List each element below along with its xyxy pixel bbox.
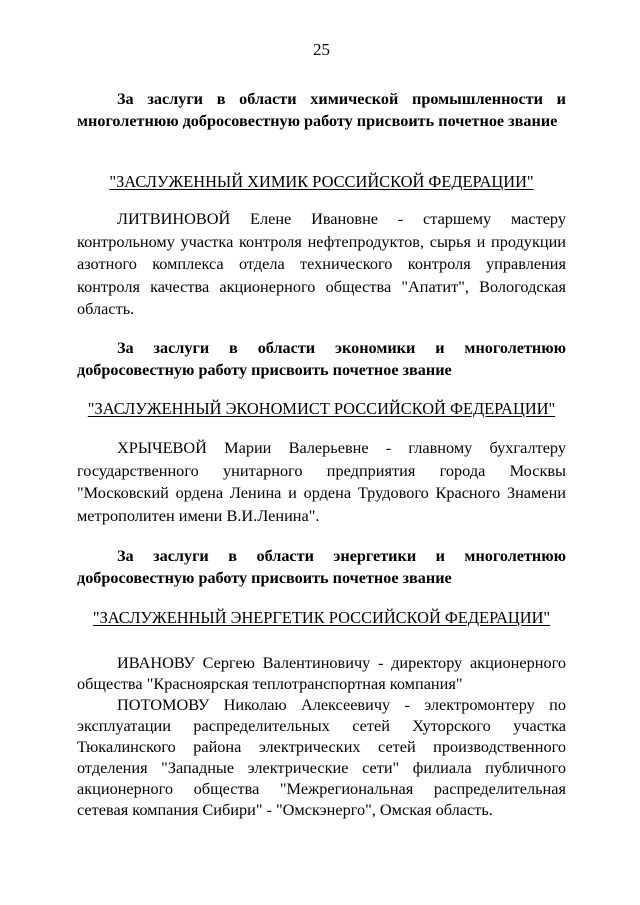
awardee-potomov: ПОТОМОВУ Николаю Алексеевичу - электромонтеру по эксплуатации распределительных сетей Хуторского участка Тюкалинского района электрических сетей производственного отделения "Западные электрические сети" филиала публичного акционерного общества "Межрегиональная распределительная сетевая компания Сибири" - "Омскэнерго", Омская область. (77, 695, 566, 819)
award-title-text: "ЗАСЛУЖЕННЫЙ ЭНЕРГЕТИК РОССИЙСКОЙ ФЕДЕРАЦИИ" (92, 608, 551, 627)
awardee-ivanov: ИВАНОВУ Сергею Валентиновичу - директору акционерного общества "Красноярская теплотранспортная компания" (77, 653, 566, 693)
section-intro-economist: За заслуги в области экономики и многолетнюю добросовестную работу присвоить почетное звание (77, 339, 566, 379)
page-number: 25 (313, 40, 330, 59)
awardee-khrycheva: ХРЫЧЕВОЙ Марии Валерьевне - главному бухгалтеру государственного унитарного предприятия города Москвы "Московский ордена Ленина и ордена Трудового Красного Знамени метрополитен имени В.И.Ленина". (77, 438, 566, 525)
award-title-energy (77, 608, 566, 628)
award-title-text: "ЗАСЛУЖЕННЫЙ ЭКОНОМИСТ РОССИЙСКОЙ ФЕДЕРАЦИИ" (87, 399, 556, 418)
awardee-litvinova: ЛИТВИНОВОЙ Елене Ивановне - старшему мастеру контрольному участка контроля нефтепродуктов, сырья и продукции азотного комплекса отдела технического контроля управления контроля качества акционерного общества "Апатит", Вологодская область. (77, 209, 566, 318)
section-intro-energy: За заслуги в области энергетики и многолетнюю добросовестную работу присвоить почетное звание (77, 547, 566, 587)
award-title-economist (77, 399, 566, 419)
award-title-text: "ЗАСЛУЖЕННЫЙ ХИМИК РОССИЙСКОЙ ФЕДЕРАЦИИ" (109, 172, 534, 191)
section-intro-chemist: За заслуги в области химической промышленности и многолетнюю добросовестную работу присвоить почетное звание (77, 90, 566, 130)
award-title-chemist (77, 172, 566, 192)
